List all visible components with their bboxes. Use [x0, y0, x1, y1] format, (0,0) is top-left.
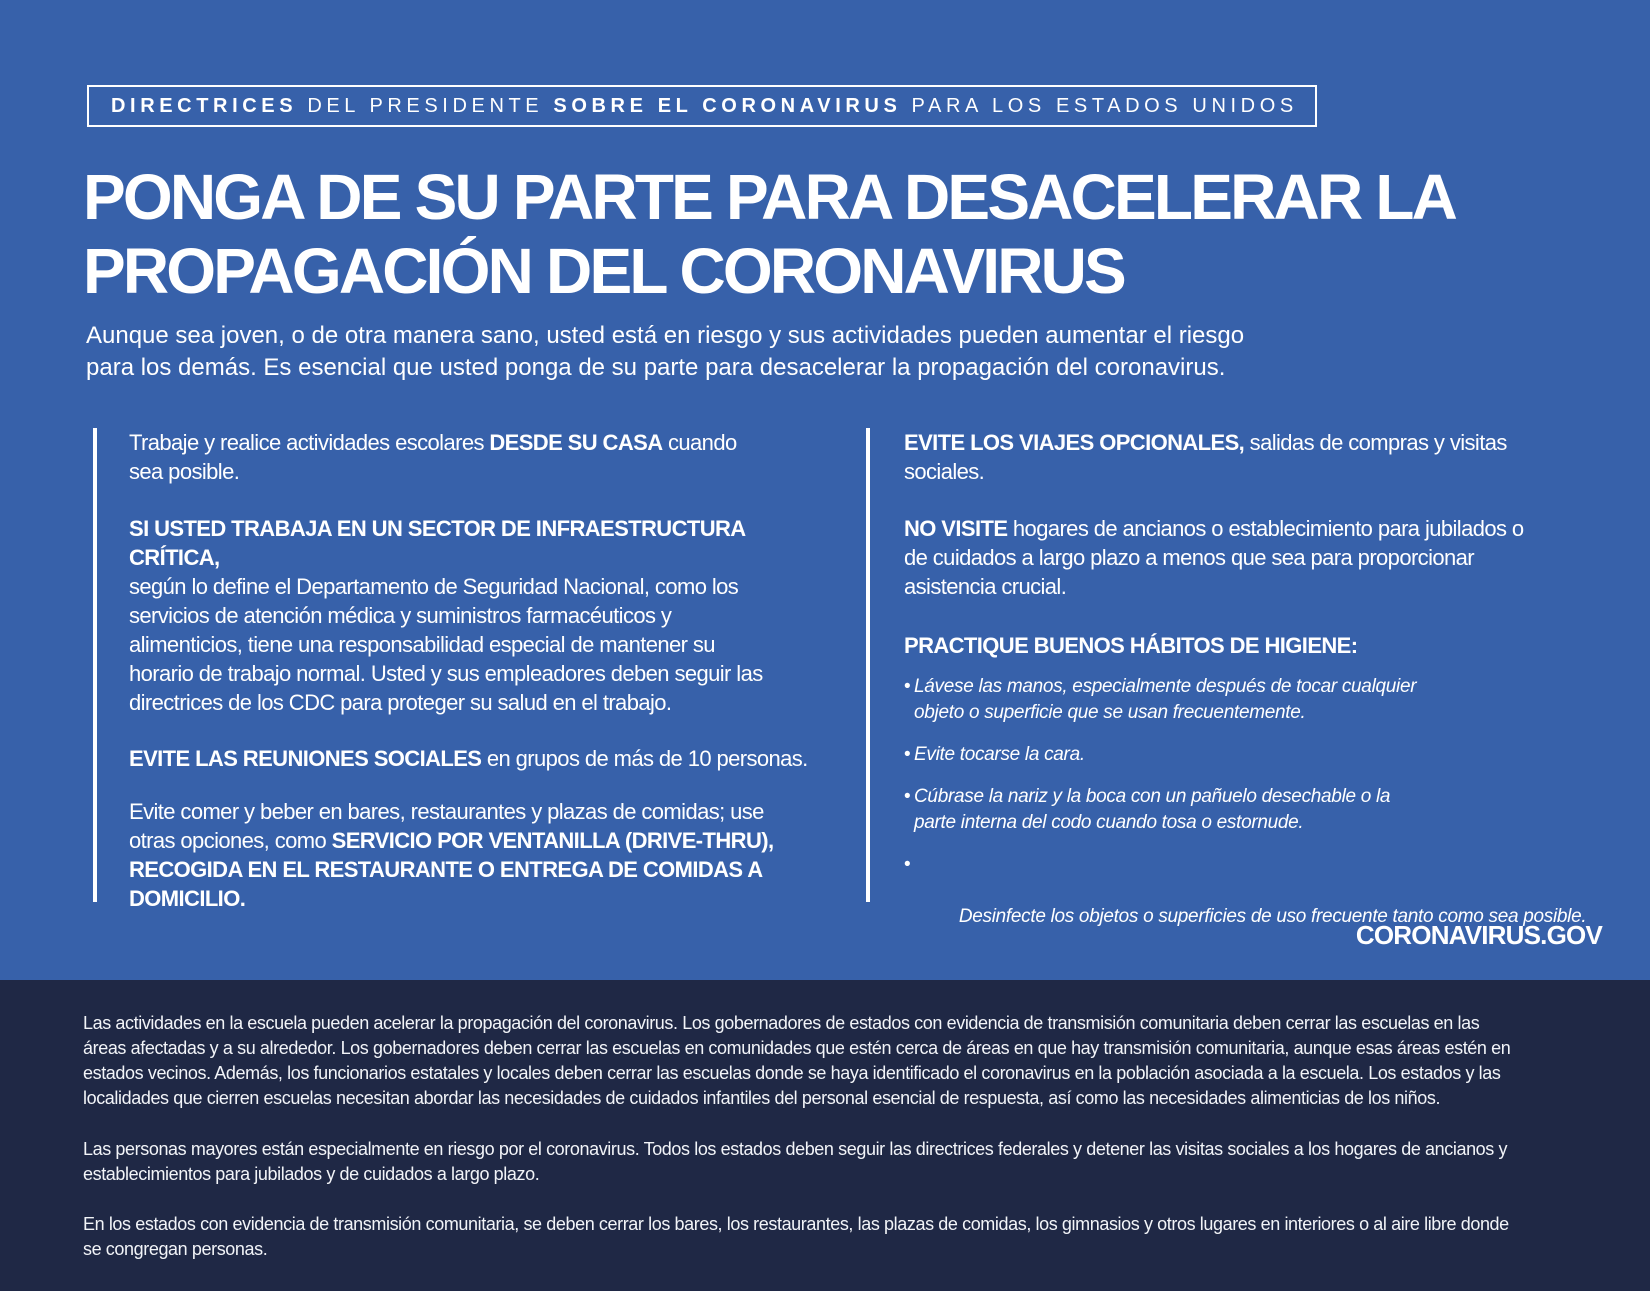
p3-bold: EVITE LAS REUNIONES SOCIALES	[129, 746, 482, 771]
header-banner	[87, 85, 1317, 127]
bullet-line: Lávese las manos, especialmente después de tocar cualquier	[914, 676, 1417, 697]
footer-line: estados vecinos. Además, los funcionarios estatales y locales deben cerrar las escuelas donde se haya identificado el coronavirus en la población asociada a la escuela. Los estados y las	[83, 1063, 1501, 1083]
p1-post1: cuando	[662, 430, 737, 455]
r1-post2: sociales.	[904, 459, 985, 484]
p2-line: servicios de atención médica y suministros farmacéuticos y	[129, 603, 672, 628]
p4-bold: SERVICIO POR VENTANILLA (DRIVE-THRU),	[331, 828, 774, 853]
r2-bold: NO VISITE	[904, 516, 1008, 541]
page-title	[83, 160, 1583, 308]
banner-bold-1: DIRECTRICES	[111, 94, 298, 117]
bullet-line: Evite tocarse la cara.	[914, 744, 1085, 765]
list-item	[904, 742, 1586, 768]
hygiene-heading: PRACTIQUE BUENOS HÁBITOS DE HIGIENE:	[904, 633, 1358, 658]
social-gatherings-paragraph	[129, 744, 823, 773]
footer-line: establecimientos para jubilados y de cuidados a largo plazo.	[83, 1164, 540, 1184]
banner-text-1: DEL PRESIDENTE	[297, 94, 554, 117]
footer-venues-paragraph	[83, 1212, 1603, 1262]
title-line-2: PROPAGACIÓN DEL CORONAVIRUS	[83, 235, 1124, 307]
footer-line: áreas afectadas y a su alrededor. Los gobernadores deben cerrar las escuelas en comunidades que estén cerca de áreas en que hay transmisión comunitaria, aunque esas áreas estén en	[83, 1038, 1511, 1058]
r1-post1: salidas de compras y visitas	[1244, 430, 1507, 455]
p4-line: Evite comer y beber en bares, restaurantes y plazas de comidas; use	[129, 799, 764, 824]
hygiene-list	[904, 674, 1586, 956]
footer-elderly-paragraph	[83, 1137, 1603, 1187]
restaurants-paragraph	[129, 797, 823, 913]
r2-line: de cuidados a largo plazo a menos que sea para proporcionar	[904, 545, 1474, 570]
p4-line: otras opciones, como	[129, 828, 332, 853]
list-item	[904, 674, 1586, 726]
p4-bold: DOMICILIO.	[129, 886, 246, 911]
intro-line-1: Aunque sea joven, o de otra manera sano, usted está en riesgo y sus actividades pueden aumentar el riesgo	[86, 322, 1245, 349]
website-link[interactable]: CORONAVIRUS.GOV	[1355, 920, 1602, 950]
footer-line: Las personas mayores están especialmente en riesgo por el coronavirus. Todos los estados deben seguir las directrices federales y detener las visitas sociales a los hogares de ancianos y	[83, 1139, 1508, 1159]
nursing-homes-paragraph	[904, 514, 1586, 601]
bullet-line: parte interna del codo cuando tosa o estornude.	[914, 812, 1304, 833]
footer-line: Las actividades en la escuela pueden acelerar la propagación del coronavirus. Los gobernadores de estados con evidencia de transmisión comunitaria deben cerrar las escuelas en las	[83, 1013, 1480, 1033]
p1-pre: Trabaje y realice actividades escolares	[129, 430, 490, 455]
footer-line: En los estados con evidencia de transmisión comunitaria, se deben cerrar los bares, los restaurantes, las plazas de comidas, los gimnasios y otros lugares en interiores o al aire libre donde	[83, 1214, 1509, 1234]
intro-text	[86, 320, 1386, 384]
p2-line: según lo define el Departamento de Seguridad Nacional, como los	[129, 574, 739, 599]
footer-line: localidades que cierren escuelas necesitan abordar las necesidades de cuidados infantiles del personal esencial de respuesta, así como las necesidades alimenticias de los niños.	[83, 1088, 1441, 1108]
critical-infrastructure-paragraph	[129, 514, 823, 717]
p1-post2: sea posible.	[129, 459, 240, 484]
p2-line: directrices de los CDC para proteger su salud en el trabajo.	[129, 690, 672, 715]
r2-line: asistencia crucial.	[904, 574, 1067, 599]
p2-bold: SI USTED TRABAJA EN UN SECTOR DE INFRAESTRUCTURA CRÍTICA,	[129, 516, 745, 570]
bullet-line: Cúbrase la nariz y la boca con un pañuelo desechable o la	[914, 786, 1391, 807]
bullet-icon: •	[904, 676, 911, 697]
right-column	[866, 428, 1587, 927]
bullet-line: objeto o superficie que se usan frecuentemente.	[914, 702, 1306, 723]
bullet-icon: •	[904, 786, 911, 807]
p1-bold: DESDE SU CASA	[489, 430, 663, 455]
left-column	[93, 428, 823, 911]
p4-bold: RECOGIDA EN EL RESTAURANTE O ENTREGA DE COMIDAS A	[129, 857, 763, 882]
bullet-line: Desinfecte los objetos o superficies de uso frecuente tanto como sea posible.	[953, 906, 1587, 927]
travel-paragraph	[904, 428, 1586, 486]
r1-bold: EVITE LOS VIAJES OPCIONALES,	[904, 430, 1245, 455]
list-item	[904, 784, 1586, 836]
p2-line: horario de trabajo normal. Usted y sus empleadores deben seguir las	[129, 661, 763, 686]
bullet-icon: •	[904, 854, 911, 875]
intro-line-2: para los demás. Es esencial que usted ponga de su parte para desacelerar la propagación del coronavirus.	[86, 354, 1226, 381]
title-line-1: PONGA DE SU PARTE PARA DESACELERAR LA	[83, 161, 1456, 233]
banner-text-2: PARA LOS ESTADOS UNIDOS	[901, 94, 1298, 117]
work-from-home-paragraph	[129, 428, 823, 486]
r2-post1: hogares de ancianos o establecimiento para jubilados o	[1007, 516, 1524, 541]
banner-bold-2: SOBRE EL CORONAVIRUS	[553, 94, 902, 117]
footer-line: se congregan personas.	[83, 1239, 268, 1259]
p3-post: en grupos de más de 10 personas.	[481, 746, 808, 771]
footer-schools-paragraph	[83, 1011, 1603, 1111]
bullet-icon: •	[904, 744, 911, 765]
p2-line: alimenticios, tiene una responsabilidad especial de mantener su	[129, 632, 715, 657]
